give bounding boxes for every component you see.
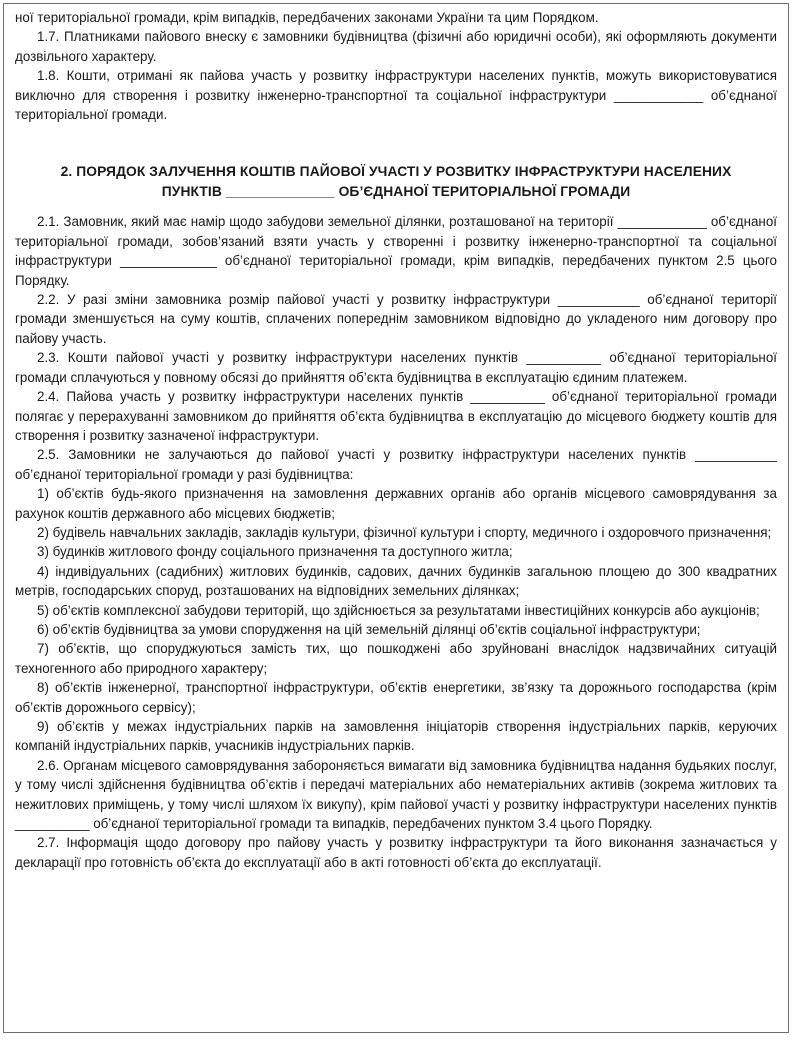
list-item-1: 1) об’єктів будь-якого призначення на замовлення державних органів або органів місцевого самоврядування за рахунок коштів державного або місцевих бюджетів; bbox=[15, 486, 777, 521]
section-spacer bbox=[15, 124, 777, 162]
list-item-4: 4) індивідуальних (садибних) житлових будинків, садових, дачних будинків загальною площею до 300 квадратних метрів, господарських споруд, розташованих на відповідних земельних ділянках; bbox=[15, 563, 777, 599]
list-item-5: 5) об’єктів комплексної забудови територій, що здійснюється за результатами інвестиційних конкурсів або аукціонів; bbox=[37, 602, 760, 618]
paragraph-1-8: 1.8. Кошти, отримані як пайова участь у розвитку інфраструктури населених пунктів, можуть використовуватися виключно для створення і розвитку інженерно-транспортної та соціальної інфраструктури ____________ об’єднаної територіальної громади. bbox=[15, 68, 777, 123]
section-2-title: 2. ПОРЯДОК ЗАЛУЧЕННЯ КОШТІВ ПАЙОВОЇ УЧАСТІ У РОЗВИТКУ ІНФРАСТРУКТУРИ НАСЕЛЕНИХ ПУНКТІВ ______________ ОБ’ЄДНАНОЇ ТЕРИТОРІАЛЬНОЇ ГРОМАДИ bbox=[60, 164, 732, 200]
list-item-6: 6) об’єктів будівництва за умови спорудження на цій земельній ділянці об’єктів соціальної інфраструктури; bbox=[37, 621, 701, 637]
paragraph-2-6: 2.6. Органам місцевого самоврядування забороняється вимагати від замовника будівництва надання будьяких послуг, у тому числі здійснення будівництва об’єктів і передачі матеріальних або нематеріальних активів (зокрема житлових та нежитлових приміщень, у тому числі шляхом їх викупу), крім пайової участі у розвитку інфраструктури населених пунктів __________ об’єднаної територіальної громади та випадків, передбачених пунктом 3.4 цього Порядку. bbox=[15, 757, 777, 832]
paragraph-2-5: 2.5. Замовники не залучаються до пайової участі у розвитку інфраструктури населених пунктів ___________ об’єднаної територіальної громади у разі будівництва: bbox=[15, 447, 777, 482]
document-body bbox=[15, 8, 777, 872]
list-item-3: 3) будинків житлового фонду соціального призначення та доступного житла; bbox=[37, 544, 513, 560]
list-item-9: 9) об’єктів у межах індустріальних парків на замовлення ініціаторів створення індустріальних парків, керуючих компаній індустріальних парків, учасників індустріальних парків. bbox=[15, 719, 777, 754]
paragraph-2-4: 2.4. Пайова участь у розвитку інфраструктури населених пунктів __________ об’єднаної територіальної громади полягає у перерахуванні замовником до прийняття об’єкта будівництва в експлуатацію до місцевого бюджету коштів для створення і розвитку зазначеної інфраструктури. bbox=[15, 389, 777, 443]
paragraph-2-2: 2.2. У разі зміни замовника розмір пайової участі у розвитку інфраструктури ___________ об’єднаної території громади зменшується на суму коштів, сплачених попереднім замовником відповідно до укладеного ним договору про пайову участь. bbox=[15, 292, 777, 346]
paragraph-1-6-continued: ної територіальної громади, крім випадків, передбачених законами України та цим Порядком. bbox=[15, 10, 599, 25]
list-item-7: 7) об’єктів, що споруджуються замість тих, що пошкоджені або зруйновані внаслідок надзвичайних ситуацій техногенного або природного характеру; bbox=[15, 641, 777, 676]
paragraph-2-3: 2.3. Кошти пайової участі у розвитку інфраструктури населених пунктів __________ об’єднаної територіальної громади сплачуються у повному обсязі до прийняття об’єкта будівництва в експлуатацію єдиним платежем. bbox=[15, 350, 777, 385]
list-item-2: 2) будівель навчальних закладів, закладів культури, фізичної культури і спорту, медичного і оздоровчого призначення; bbox=[37, 524, 772, 540]
list-item-8: 8) об’єктів інженерної, транспортної інфраструктури, об’єктів енергетики, зв’язку та дорожнього господарства (крім об’єктів дорожнього сервісу); bbox=[15, 680, 777, 715]
paragraph-1-7: 1.7. Платниками пайового внеску є замовники будівництва (фізичні або юридичні особи), які оформляють документи дозвільного характеру. bbox=[15, 29, 777, 64]
paragraph-2-7: 2.7. Інформація щодо договору про пайову участь у розвитку інфраструктури та його виконання зазначається у декларації про готовність об’єкта до експлуатації або в акті готовності об’єкта до експлуатації. bbox=[15, 835, 777, 870]
paragraph-2-1: 2.1. Замовник, який має намір щодо забудови земельної ділянки, розташованої на території ____________ об’єднаної територіальної громади, зобов’язаний взяти участь у створенні і розвитку інженерно-транспортної та соціальної інфраструктури _____________ об’єднаної територіальної громади, крім випадків, передбачених пунктом 2.5 цього Порядку. bbox=[15, 214, 777, 288]
